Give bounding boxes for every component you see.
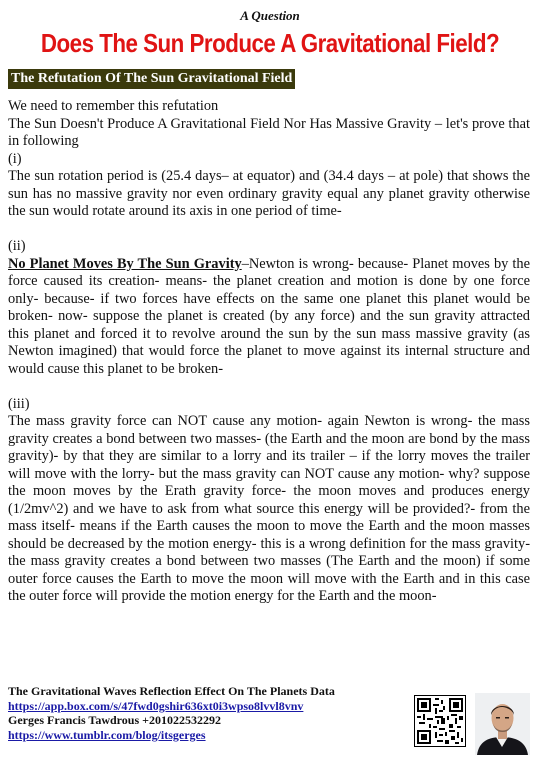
paragraph-ii-heading: No Planet Moves By The Sun Gravity [8,255,242,272]
footer-title: The Gravitational Waves Reflection Effect On The Planets Data [8,684,335,698]
footer [8,684,408,742]
paragraph-number: (ii) [8,238,26,254]
intro-paragraph: The Sun Doesn't Produce A Gravitational Field Nor Has Massive Gravity – let's prove that in following [8,115,530,149]
tumblr-link[interactable]: https://www.tumblr.com/blog/itsgerges [8,727,206,742]
page-title: Does The Sun Produce A Gravitational Field? [40,28,500,58]
qr-code-icon [414,695,466,747]
intro-line: We need to remember this refutation [8,98,219,114]
paragraph-number: (i) [8,150,22,167]
kicker: A Question [240,8,300,23]
author-line: Gerges Francis Tawdrous +201022532292 [8,713,221,727]
article-body [8,98,530,606]
paragraph-ii [8,256,530,379]
paragraph-ii-text: –Newton is wrong- because- Planet moves by the force caused its creation- means- the planet creation and motion is done by one force only- because- if two forces have effects on the same one planet this planet would be broken- now- suppose the planet is created (by any force) and the sun gravity attracted this planet and forced it to revolve around the sun by the sun mass massive gravity (as Newton imagined) that would force the planet to move against its internal structure and would cause this planet to be broken- [8,255,530,377]
author-photo [475,693,530,755]
paragraph-number: (iii) [8,395,30,412]
section-heading: The Refutation Of The Sun Gravitational Field [8,69,295,89]
box-link[interactable]: https://app.box.com/s/47fwd0gshir636xt0i3wpso8lvvl8vnv [8,698,304,713]
paragraph-iii: The mass gravity force can NOT cause any motion- again Newton is wrong- the mass gravity creates a bond between two masses- (the Earth and the moon are bond by the mass gravity)- by that they are similar to a lorry and its trailer – if the lorry moves the trailer will move with the lorry- but the mass gravity can NOT cause any motion- why? suppose the moon moves by the Erath gravity force- the moon moves and produces energy (1/2mv^2) and we have to ask from what source this energy will be provided?- from the mass itself- means if the Earth causes the moon to move the Earth and the moon masses should be decreased by the motion energy- this is a wrong definition for the mass gravity- the mass gravity creates a bond between two masses (The Earth and the moon) if some outer force causes the Earth to move the moon will move with the Earth and in this case the outer force will provide the motion energy for the Earth and the moon- [8,413,530,604]
paragraph-i: The sun rotation period is (25.4 days– at equator) and (34.4 days – at pole) that shows the sun has no massive gravity nor even ordinary gravity equal any planet gravity otherwise the sun would rotate around its axis in one period of time- [8,168,530,219]
